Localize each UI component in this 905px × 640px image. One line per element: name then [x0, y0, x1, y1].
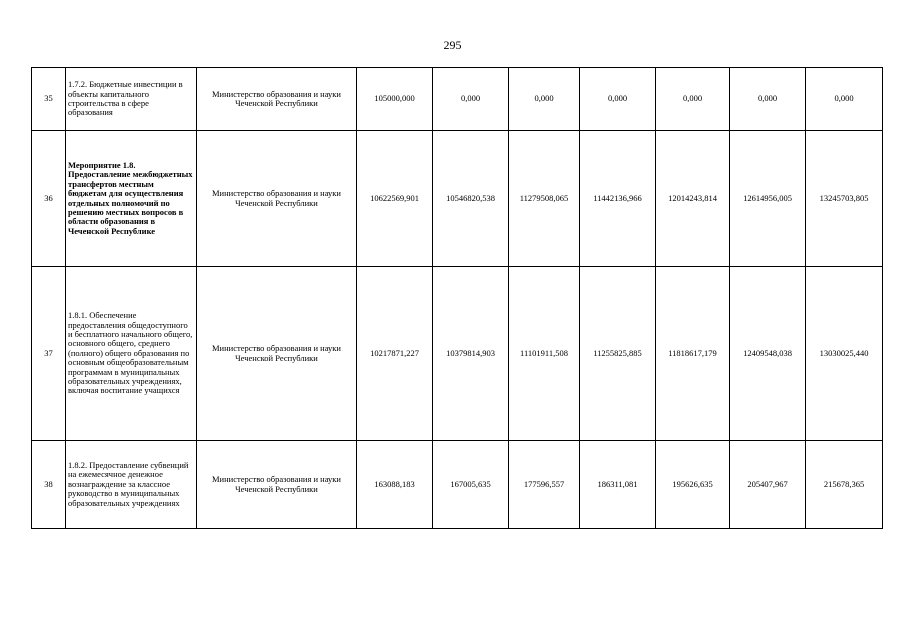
value-cell: 0,000: [433, 68, 509, 131]
value-cell: 215678,365: [806, 441, 883, 529]
value-cell: 0,000: [656, 68, 730, 131]
value-cell: 105000,000: [357, 68, 433, 131]
value-cell: 177596,557: [509, 441, 580, 529]
value-cell: 10379814,903: [433, 267, 509, 441]
value-cell: 205407,967: [730, 441, 806, 529]
value-cell: 11442136,966: [580, 131, 656, 267]
value-cell: 12014243,814: [656, 131, 730, 267]
value-cell: 10622569,901: [357, 131, 433, 267]
row-description: Мероприятие 1.8. Предоставление межбюджетных трансфертов местным бюджетам для осуществления отдельных полномочий по решению местных вопросов в области образования в Чеченской Республике: [66, 131, 197, 267]
value-cell: 11279508,065: [509, 131, 580, 267]
value-cell: 0,000: [509, 68, 580, 131]
value-cell: 10217871,227: [357, 267, 433, 441]
table-row: [32, 68, 883, 131]
value-cell: 186311,081: [580, 441, 656, 529]
value-cell: 163088,183: [357, 441, 433, 529]
row-organization: Министерство образования и науки Чеченской Республики: [197, 68, 357, 131]
page-number: 295: [443, 38, 462, 52]
value-cell: 11255825,885: [580, 267, 656, 441]
value-cell: 11818617,179: [656, 267, 730, 441]
value-cell: 195626,635: [656, 441, 730, 529]
row-number: 37: [32, 267, 66, 441]
table-row: [32, 267, 883, 441]
row-number: 36: [32, 131, 66, 267]
row-organization: Министерство образования и науки Чеченской Республики: [197, 441, 357, 529]
row-number: 35: [32, 68, 66, 131]
value-cell: 0,000: [806, 68, 883, 131]
value-cell: 0,000: [730, 68, 806, 131]
budget-table: [31, 67, 883, 529]
value-cell: 12614956,005: [730, 131, 806, 267]
value-cell: 10546820,538: [433, 131, 509, 267]
row-organization: Министерство образования и науки Чеченской Республики: [197, 131, 357, 267]
value-cell: 167005,635: [433, 441, 509, 529]
table-row: [32, 441, 883, 529]
value-cell: 13030025,440: [806, 267, 883, 441]
row-organization: Министерство образования и науки Чеченской Республики: [197, 267, 357, 441]
row-number: 38: [32, 441, 66, 529]
row-description: 1.8.2. Предоставление субвенций на ежемесячное денежное вознаграждение за классное руководство в муниципальных образовательных учреждениях: [66, 441, 197, 529]
value-cell: 13245703,805: [806, 131, 883, 267]
row-description: 1.8.1. Обеспечение предоставления общедоступного и бесплатного начального общего, основного общего, среднего (полного) общего образования по основным общеобразовательным программам в муниципальных образовательных учреждениях, включая воспитание учащихся: [66, 267, 197, 441]
row-description: 1.7.2. Бюджетные инвестиции в объекты капитального строительства в сфере образования: [66, 68, 197, 131]
value-cell: 0,000: [580, 68, 656, 131]
value-cell: 12409548,038: [730, 267, 806, 441]
table-row: [32, 131, 883, 267]
value-cell: 11101911,508: [509, 267, 580, 441]
